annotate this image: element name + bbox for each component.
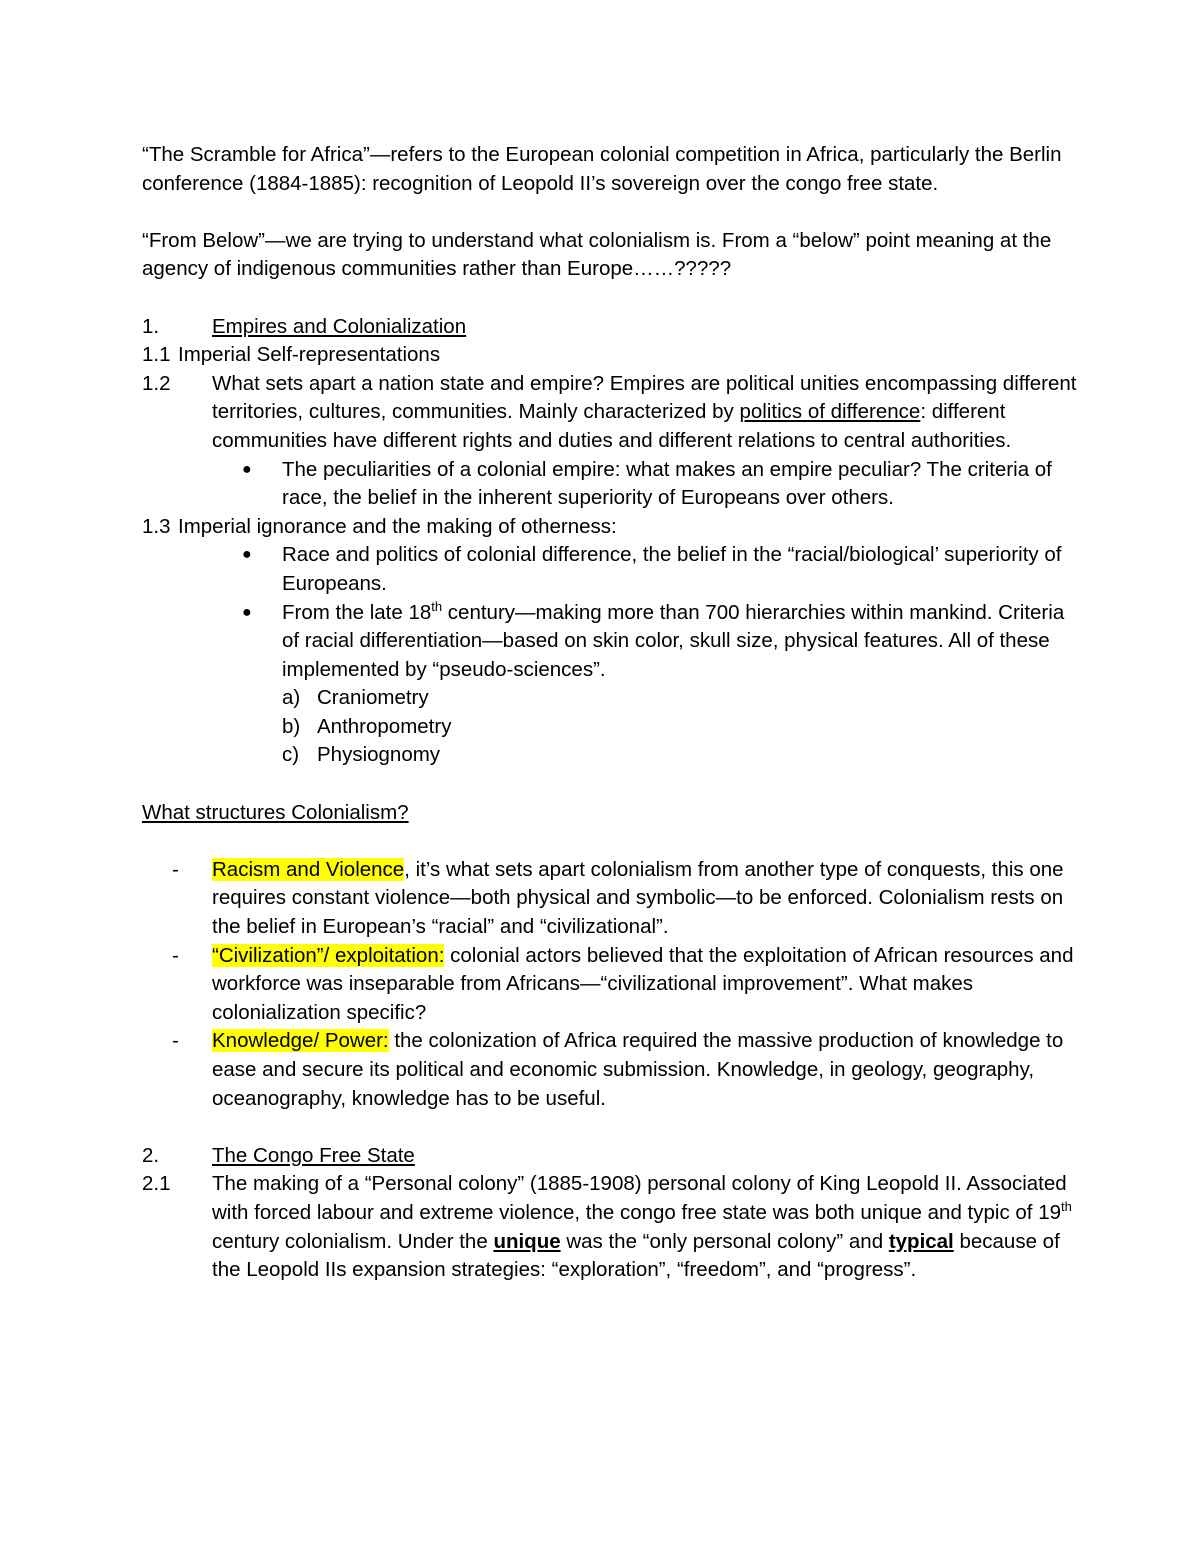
- section-2-number: 2.: [142, 1143, 160, 1167]
- item-2-1: [142, 1170, 1077, 1284]
- intro-paragraph-from-below: “From Below”—we are trying to understand what colonialism is. From a “below” point meaning at the agency of indigenous communities rather than Europe……?????: [142, 228, 1052, 281]
- highlighted-term: Racism and Violence: [212, 857, 405, 881]
- dash-marker: -: [172, 1029, 179, 1053]
- item-2-1-number: 2.1: [142, 1172, 171, 1196]
- item-1-3-bullet-2-text-end: century—making more than 700 hierarchies within mankind. Criteria of racial differentiation—based on skin color, skull size, physical features. All of these implemented by “pseudo-sciences”.: [282, 600, 1065, 681]
- sub-item-text: Anthropometry: [317, 714, 452, 738]
- item-1-3: [142, 513, 1077, 770]
- structures-item-text: , it’s what sets apart colonialism from another type of conquests, this one requires constant violence—both physical and symbolic—to be enforced. Colonialism rests on the belief in European’s “racial” and “civilizational”.: [212, 857, 1064, 939]
- sub-item-a: [142, 684, 1077, 713]
- structures-item-2: [142, 942, 1077, 1028]
- item-2-1-text-part: was the “only personal colony” and: [560, 1229, 889, 1253]
- sub-item-text: Physiognomy: [317, 743, 441, 767]
- item-1-2-text: What sets apart a nation state and empire? Empires are political unities encompassing different territories, cultures, communities. Mainly characterized by: [212, 371, 1077, 424]
- bullet-icon: ●: [242, 460, 252, 478]
- item-1-3-bullet-2-text: From the late 18: [282, 600, 432, 624]
- structures-item-1: [142, 856, 1077, 942]
- item-1-3-bullet-2: [142, 599, 1077, 685]
- document-body: [142, 141, 1077, 1285]
- item-1-3-bullet-1: [142, 541, 1077, 598]
- bold-underlined-term: typical: [888, 1229, 954, 1253]
- item-1-2-underlined-term: politics of difference: [739, 400, 921, 424]
- highlighted-term: “Civilization”/ exploitation:: [212, 943, 445, 967]
- dash-marker: -: [172, 943, 179, 967]
- structures-heading: What structures Colonialism?: [142, 800, 409, 824]
- bold-underlined-term: unique: [493, 1229, 561, 1253]
- section-1-heading: [142, 313, 1077, 342]
- intro-paragraph-scramble: “The Scramble for Africa”—refers to the European colonial competition in Africa, particularly the Berlin conference (1884-1885): recognition of Leopold II’s sovereign over the congo free state.: [142, 143, 1062, 195]
- bullet-icon: ●: [242, 546, 252, 564]
- item-1-1-text: Imperial Self-representations: [178, 343, 441, 367]
- superscript: th: [1061, 1199, 1072, 1215]
- item-1-1: [142, 341, 1077, 370]
- sub-item-b: [142, 713, 1077, 742]
- section-2-title: The Congo Free State: [212, 1143, 415, 1167]
- item-2-1-text-part: because of the Leopold IIs expansion strategies: “exploration”, “freedom”, and “progress”.: [212, 1229, 1060, 1282]
- sub-item-marker: a): [282, 686, 301, 710]
- sub-item-marker: b): [282, 714, 301, 738]
- section-1-number: 1.: [142, 314, 160, 338]
- sub-item-marker: c): [282, 743, 300, 767]
- item-1-2-bullet-text: The peculiarities of a colonial empire: what makes an empire peculiar? The criteria of race, the belief in the inherent superiority of Europeans over others.: [282, 457, 1052, 510]
- item-1-2-bullet: [142, 456, 1077, 513]
- item-1-3-text: Imperial ignorance and the making of otherness:: [178, 514, 617, 538]
- item-1-3-number: 1.3: [142, 514, 171, 538]
- sub-item-c: [142, 741, 1077, 770]
- item-1-3-bullet-1-text: Race and politics of colonial difference, the belief in the “racial/biological’ superiority of Europeans.: [282, 543, 1062, 595]
- dash-marker: -: [172, 857, 179, 881]
- section-2-heading: [142, 1142, 1077, 1171]
- highlighted-term: Knowledge/ Power:: [212, 1029, 389, 1053]
- structures-item-text: colonial actors believed that the exploitation of African resources and workforce was inseparable from Africans—“civilizational improvement”. What makes colonialization specific?: [212, 943, 1074, 1024]
- section-1-title: Empires and Colonialization: [212, 314, 467, 338]
- item-2-1-text-part: century colonialism. Under the: [212, 1229, 494, 1253]
- structures-item-3: [142, 1027, 1077, 1113]
- bullet-icon: ●: [242, 603, 252, 621]
- structures-item-text: the colonization of Africa required the massive production of knowledge to ease and secure its political and economic submission. Knowledge, in geology, geography, oceanography, knowledge has to be useful.: [212, 1029, 1064, 1110]
- item-1-1-number: 1.1: [142, 343, 171, 367]
- item-2-1-text: The making of a “Personal colony” (1885-1908) personal colony of King Leopold II. Associated with forced labour and extreme violence, the congo free state was both unique and typic of 19: [212, 1172, 1067, 1224]
- item-1-2: [142, 370, 1077, 513]
- item-1-2-text-end: : different communities have different rights and duties and different relations to central authorities.: [212, 400, 1012, 452]
- item-1-2-number: 1.2: [142, 371, 171, 395]
- sub-item-text: Craniometry: [317, 686, 429, 710]
- superscript: th: [431, 598, 443, 614]
